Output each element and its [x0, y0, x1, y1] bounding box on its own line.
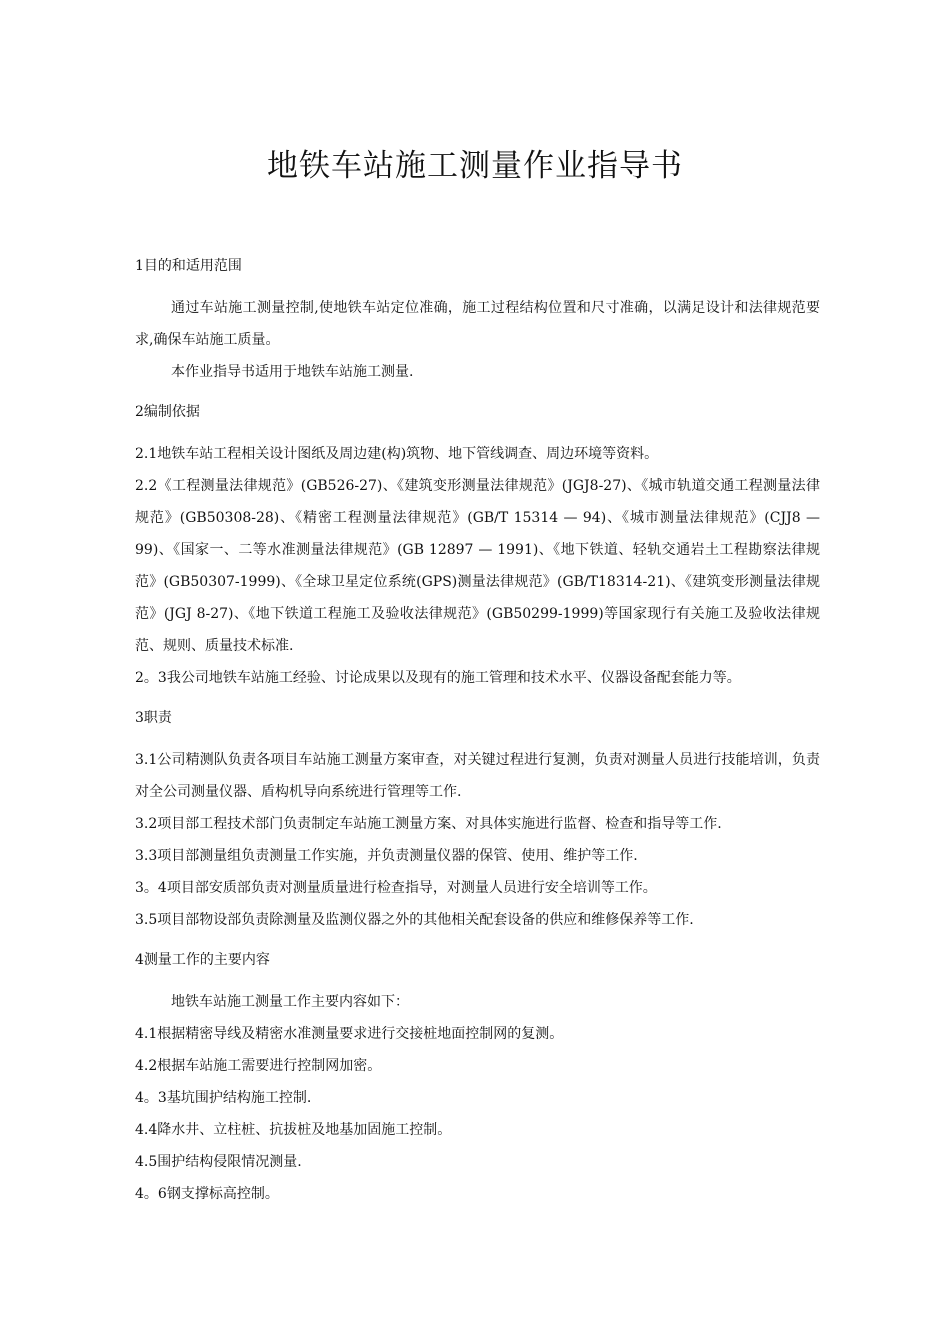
paragraph: 3.3项目部测量组负责测量工作实施，并负责测量仪器的保管、使用、维护等工作. [135, 848, 638, 864]
section-heading: 1目的和适用范围 [135, 258, 242, 274]
list-item: 4。3基坑围护结构施工控制. [135, 1090, 312, 1106]
paragraph: 3.2项目部工程技术部门负责制定车站施工测量方案、对具体实施进行监督、检查和指导等工作. [135, 816, 722, 832]
section-main-content [135, 944, 820, 1210]
paragraph: 3.5项目部物设部负责除测量及监测仪器之外的其他相关配套设备的供应和维修保养等工作. [135, 912, 694, 928]
section-responsibilities [135, 702, 820, 936]
paragraph: 2.2《工程测量法律规范》(GB526-27)、《建筑变形测量法律规范》(JGJ8-27)、《城市轨道交通工程测量法律规范》(GB50308-28)、《精密工程测量法律规范》(GB/T 15314 — 94)、《城市测量法律规范》(CJJ8 — 99)、《国家一、二等水准测量法律规范》(GB 12897 — 1991)、《地下铁道、轻轨交通岩土工程勘察法律规范》(GB50307-1999)、《全球卫星定位系统(GPS)测量法律规范》(GB/T18314-21)、《建筑变形测量法律规范》(JGJ 8-27)、《地下铁道工程施工及验收法律规范》(GB50299-1999)等国家现行有关施工及验收法律规范、规则、质量技术标准. [135, 478, 820, 654]
section-basis [135, 396, 820, 694]
section-purpose-scope [135, 250, 820, 388]
document-body [135, 250, 820, 1210]
section-heading: 2编制依据 [135, 404, 200, 420]
section-heading: 4测量工作的主要内容 [135, 952, 270, 968]
paragraph: 本作业指导书适用于地铁车站施工测量. [171, 364, 414, 380]
paragraph: 2。3我公司地铁车站施工经验、讨论成果以及现有的施工管理和技术水平、仪器设备配套能力等。 [135, 670, 741, 686]
paragraph: 地铁车站施工测量工作主要内容如下： [171, 994, 409, 1010]
list-item: 4.5围护结构侵限情况测量. [135, 1154, 302, 1170]
paragraph: 3。4项目部安质部负责对测量质量进行检查指导，对测量人员进行安全培训等工作。 [135, 880, 657, 896]
document-title: 地铁车站施工测量作业指导书 [267, 148, 683, 184]
list-item: 4.4降水井、立柱桩、抗拔桩及地基加固施工控制。 [135, 1122, 452, 1138]
section-heading: 3职责 [135, 710, 172, 726]
paragraph: 2.1地铁车站工程相关设计图纸及周边建(构)筑物、地下管线调查、周边环境等资料。 [135, 446, 659, 462]
list-item: 4。6钢支撑标高控制。 [135, 1186, 279, 1202]
paragraph: 3.1公司精测队负责各项目车站施工测量方案审查，对关键过程进行复测，负责对测量人员进行技能培训，负责对全公司测量仪器、盾构机导向系统进行管理等工作. [135, 752, 820, 800]
paragraph: 通过车站施工测量控制,使地铁车站定位准确，施工过程结构位置和尺寸准确，以满足设计和法律规范要求,确保车站施工质量。 [135, 300, 820, 348]
list-item: 4.2根据车站施工需要进行控制网加密。 [135, 1058, 382, 1074]
list-item: 4.1根据精密导线及精密水准测量要求进行交接桩地面控制网的复测。 [135, 1026, 564, 1042]
